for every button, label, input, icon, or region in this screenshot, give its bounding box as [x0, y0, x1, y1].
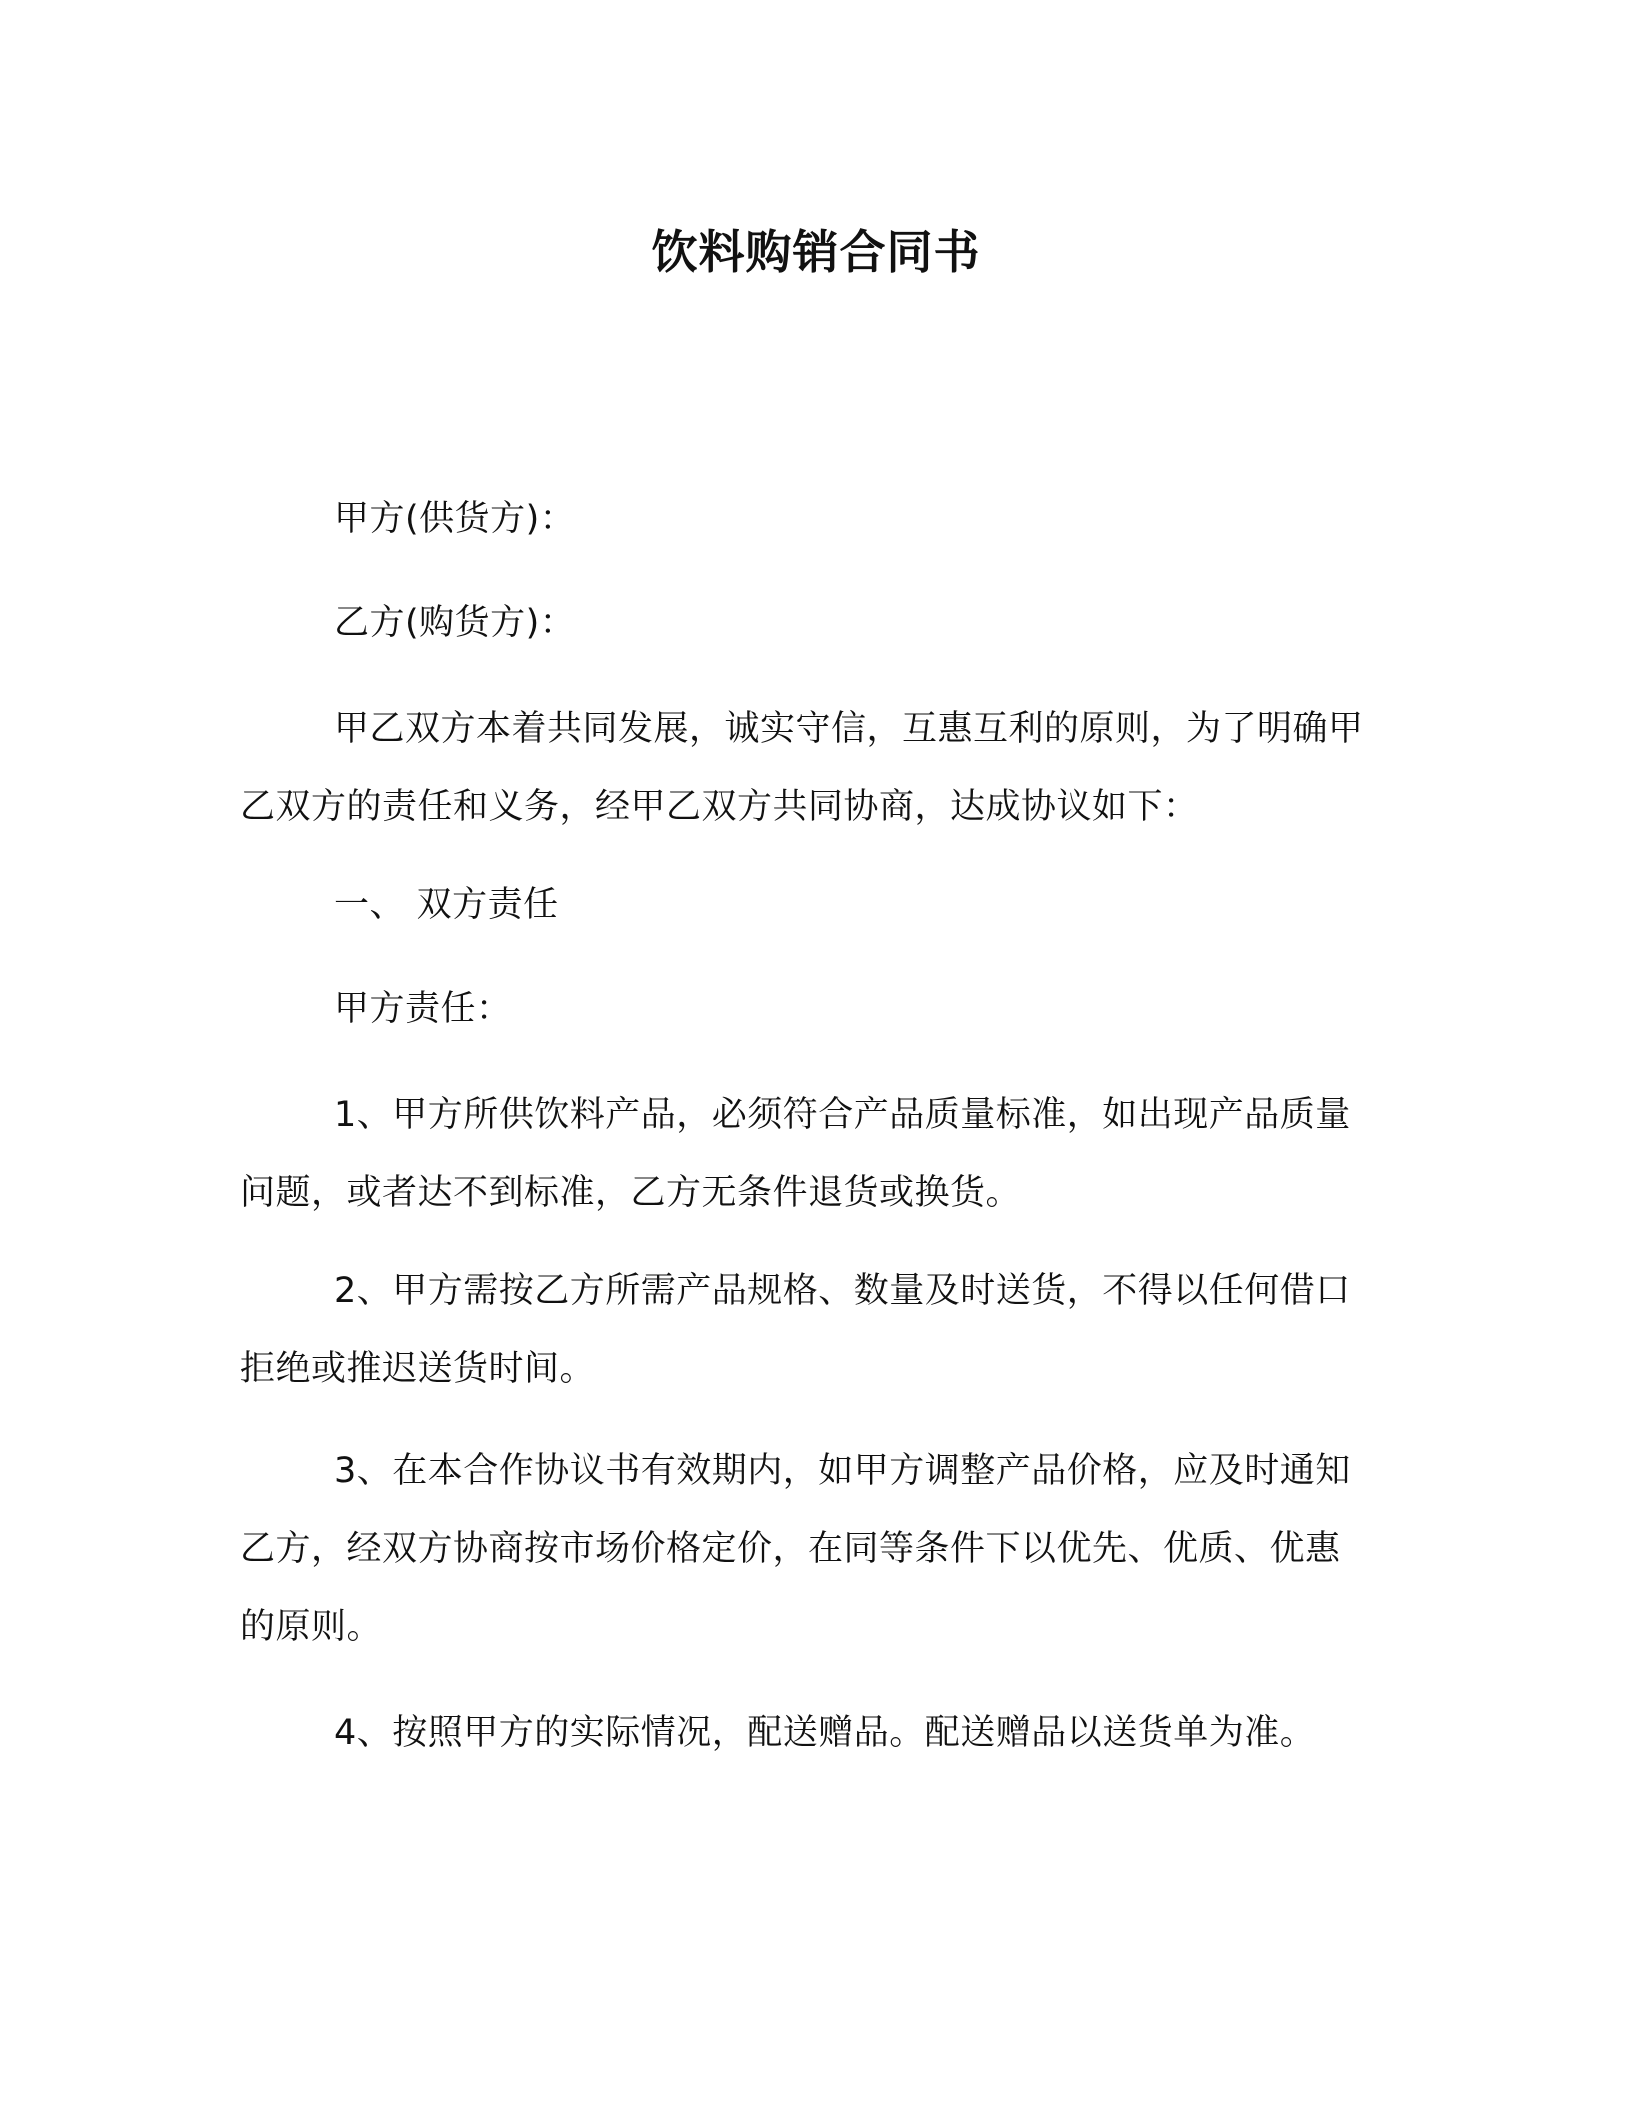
document-title: 饮料购销合同书	[651, 225, 981, 279]
intro-paragraph: 甲乙双方本着共同发展，诚实守信，互惠互利的原则，为了明确甲乙双方的责任和义务，经甲乙双方共同协商，达成协议如下：	[240, 709, 1364, 827]
clause-1: 1、甲方所供饮料产品，必须符合产品质量标准，如出现产品质量问题，或者达不到标准，乙方无条件退货或换货。	[240, 1095, 1351, 1213]
clause-2: 2、甲方需按乙方所需产品规格、数量及时送货，不得以任何借口拒绝或推迟送货时间。	[240, 1271, 1351, 1389]
clause-3: 3、在本合作协议书有效期内，如甲方调整产品价格，应及时通知乙方，经双方协商按市场价格定价，在同等条件下以优先、优质、优惠的原则。	[240, 1451, 1351, 1647]
party-a-line: 甲方(供货方)：	[334, 499, 576, 539]
party-b-line: 乙方(购货方)：	[334, 603, 576, 643]
clause-4: 4、按照甲方的实际情况，配送赠品。配送赠品以送货单为准。	[334, 1713, 1316, 1753]
party-a-duties-heading: 甲方责任：	[334, 989, 512, 1029]
section-heading-responsibilities: 一、 双方责任	[334, 885, 559, 925]
